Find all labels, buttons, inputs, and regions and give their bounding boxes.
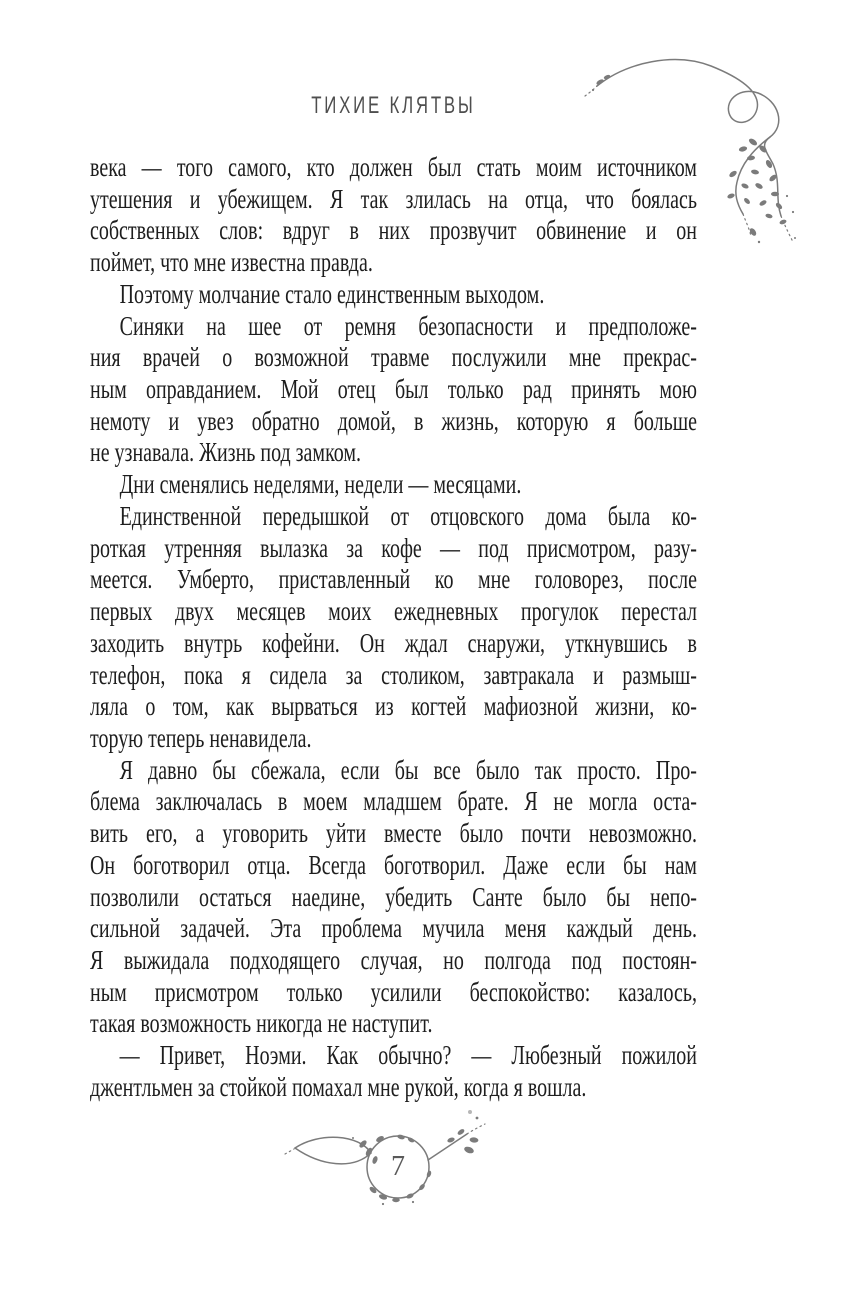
page-number: 7 [391, 1151, 405, 1182]
text-line: — Привет, Ноэми. Как обычно? — Любезный пожилой [119, 1040, 697, 1071]
text-line: сильной задачей. Эта проблема мучила меня каждый день. [90, 913, 697, 944]
text-line: ляла о том, как вырваться из когтей мафиозной жизни, ко- [90, 691, 697, 722]
text-line: утешения и убежищем. Я так злилась на отца, что боялась [90, 183, 697, 214]
text-line: Поэтому молчание стало единственным выходом. [119, 278, 545, 309]
text-line: заходить внутрь кофейни. Он ждал снаружи, уткнувшись в [90, 627, 697, 658]
text-line: блема заключалась в моем младшем брате. Я не могла оста- [90, 786, 697, 817]
floral-ornament-footer [283, 1110, 503, 1210]
running-title: ТИХИЕ КЛЯТВЫ [311, 92, 476, 119]
text-line: торую теперь ненавидела. [90, 722, 312, 753]
text-line: века — того самого, кто должен был стать моим источником [90, 152, 697, 182]
text-line: поймет, что мне известна правда. [90, 247, 373, 278]
text-line: собственных слов: вдруг в них прозвучит обвинение и он [90, 215, 697, 246]
text-line: роткая утренняя вылазка за кофе — под присмотром, разу- [90, 532, 697, 563]
text-line: Я выжидала подходящего случая, но полгода под постоян- [90, 944, 697, 975]
text-line: первых двух месяцев моих ежедневных прогулок перестал [90, 596, 697, 627]
text-line: вить его, а уговорить уйти вместе было почти невозможно. [90, 818, 697, 849]
text-line: немоту и увез обратно домой, в жизнь, которую я больше [90, 405, 697, 436]
text-line: меется. Умберто, приставленный ко мне головорез, после [90, 564, 697, 595]
text-line: позволили остаться наедине, убедить Санте было бы непо- [90, 881, 697, 912]
text-line: ния врачей о возможной травме послужили мне прекрас- [90, 342, 697, 373]
text-line: Единственной передышкой от отцовского дома была ко- [119, 500, 697, 531]
text-line: ным присмотром только усилили беспокойство: казалось, [90, 976, 697, 1007]
text-line: джентльмен за стойкой помахал мне рукой, когда я вошла. [90, 1071, 587, 1102]
text-line: не узнавала. Жизнь под замком. [90, 437, 362, 468]
text-line: Дни сменялись неделями, недели — месяцами. [119, 469, 522, 500]
text-line: Я давно бы сбежала, если бы все было так просто. Про- [119, 754, 697, 785]
text-line: Синяки на шее от ремня безопасности и предположе- [119, 310, 697, 341]
text-line: ным оправданием. Мой отец был только рад принять мою [90, 374, 697, 405]
text-line: Он боготворил отца. Всегда боготворил. Даже если бы нам [90, 849, 697, 880]
text-line: телефон, пока я сидела за столиком, завтракала и размыш- [90, 659, 697, 690]
page-text [90, 152, 697, 1104]
text-line: такая возможность никогда не наступит. [90, 1008, 433, 1039]
